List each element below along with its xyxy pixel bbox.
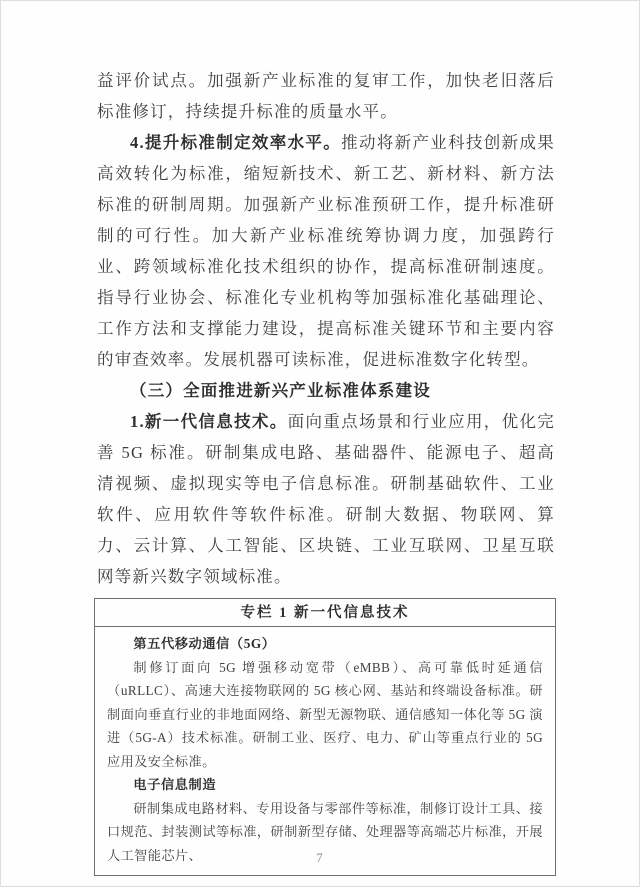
special-column-box — [94, 598, 556, 876]
box-section-body-electronics: 研制集成电路材料、专用设备与零部件等标准，制修订设计工具、接口规范、封装测试等标准，研制新型存储、处理器等高端芯片标准，开展人工智能芯片、 — [107, 800, 543, 863]
special-column-body — [95, 627, 555, 875]
box-section-body-5g: 制修订面向 5G 增强移动宽带（eMBB）、高可靠低时延通信（uRLLC）、高速大连接物联网的 5G 核心网、基站和终端设备标准。研制面向垂直行业的非地面网络、新型无源物联、通信感知一体化等 5G 演进（5G-A）技术标准。研制工业、医疗、电力、矿山等重点行业的 5G 应用及安全标准。 — [107, 659, 543, 769]
section-heading-3: （三）全面推进新兴产业标准体系建设 — [130, 381, 431, 400]
page-content — [97, 65, 555, 876]
paragraph-4 — [97, 127, 555, 375]
box-section-heading-electronics: 电子信息制造 — [133, 777, 217, 792]
box-section-heading-5g: 第五代移动通信（5G） — [133, 636, 276, 651]
paragraph-1-new-gen-it — [97, 406, 555, 592]
special-column-title: 专栏 1 新一代信息技术 — [95, 599, 555, 627]
page-number: 7 — [316, 851, 324, 865]
paragraph-1-body: 面向重点场景和行业应用，优化完善 5G 标准。研制集成电路、基础器件、能源电子、超高清视频、虚拟现实等电子信息标准。研制基础软件、工业软件、应用软件等软件标准。研制大数据、物联网、算力、云计算、人工智能、区块链、工业互联网、卫星互联网等新兴数字领域标准。 — [97, 412, 556, 586]
paragraph-4-lead: 4.提升标准制定效率水平。 — [130, 133, 342, 152]
paragraph-1-lead: 1.新一代信息技术。 — [130, 412, 288, 431]
paragraph-continuation: 益评价试点。加强新产业标准的复审工作，加快老旧落后标准修订，持续提升标准的质量水平。 — [97, 71, 555, 121]
paragraph-4-body: 推动将新产业科技创新成果高效转化为标准，缩短新技术、新工艺、新材料、新方法标准的研制周期。加强新产业标准预研工作，提升标准研制的可行性。加大新产业标准统筹协调力度，加强跨行业、跨领域标准化技术组织的协作，提高标准研制速度。指导行业协会、标准化专业机构等加强标准化基础理论、工作方法和支撑能力建设，提高标准关键环节和主要内容的审查效率。发展机器可读标准，促进标准数字化转型。 — [97, 133, 555, 369]
